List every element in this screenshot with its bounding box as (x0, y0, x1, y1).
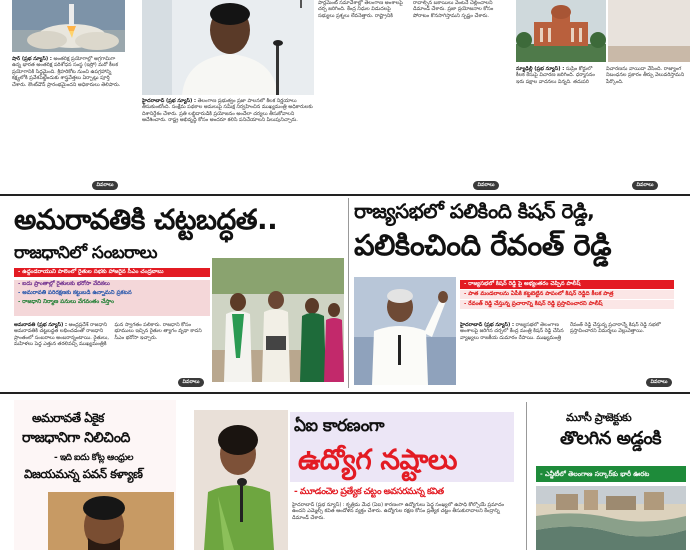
amaravati-body: ఆంధ్రప్రదేశ్‌ రాజధాని అమరావతికి చట్టబద్ధత లభించడంతో రాజధాని ప్రాంతంలో సంబరాలు అంబరాన్నంటాయి. రైతులు, మహిళలు పెద్ద ఎత్తున తరలివచ్చి ముఖ్యమంత్రికి ఘన స్వాగతం పలికారు. రాజధాని కోసం భూములు ఇచ్చిన రైతుల త్యాగం వృథా కాదని సీఎం భరోసా ఇచ్చారు. (14, 322, 202, 348)
amaravati-headline: అమరావతికి చట్టబద్ధత.. (14, 203, 278, 236)
side-thumbnail-photo (608, 0, 690, 62)
ai-sub: - మూడంచెల ప్రత్యేక చట్టం అవసరమన్న కవిత (294, 487, 444, 497)
isro-dateline: షార్‌ (ప్రభ న్యూస్‌) : (12, 56, 52, 62)
rajyasabha-bullet-1: - రాజ్యసభలో కిషన్‌ రెడ్డి పై అభ్యంతరం చెప్పిన పాలీష్‌ (460, 280, 674, 289)
court-body: సుప్రీం కోర్టులో కీలక కేసుపై విచారణ జరిగింది. ధర్మాసనం ఇరు పక్షాల వాదనలు విన్నది. తదుపరి విచారణను వాయిదా వేసింది. రాజ్యాంగ నిబంధనల ప్రకారం తీర్పు వెలువరిస్తామని పేర్కొంది. (516, 66, 685, 85)
amaravati-bullets-box (14, 280, 210, 316)
minister-story (142, 98, 314, 178)
rajyasabha-story (460, 322, 674, 376)
rajyasabha-headline-2: పలికించింది రేవంత్‌ రెడ్డి (354, 228, 612, 262)
rocket-launch-photo (12, 0, 125, 52)
isro-body: అంతరిక్ష ప్రయోగాల్లో అగ్రగామిగా ఉన్న భారత అంతరిక్ష పరిశోధన సంస్థ (ఇస్రో) మరో కీలక ప్రయోగానికి సిద్ధమైంది. శ్రీహరికోట నుంచి ఉపగ్రహాన్ని కక్ష్యలోకి ప్రవేశపెట్టేందుకు శాస్త్రవేత్తలు ఏర్పాట్లు పూర్తి చేశారు. కౌంట్‌డౌన్‌ ప్రారంభమైందని అధికారులు తెలిపారు. (12, 56, 121, 88)
pawan-sub-2: విజయమన్న పవన్‌ కళ్యాణ్‌ (24, 467, 143, 481)
ai-body: హైదరాబాద్‌ (ప్రభ న్యూస్‌) : కృత్రిమ మేధ (ఏఐ) కారణంగా ఉద్యోగులు పెద్ద సంఖ్యలో ఉపాధి కోల్పోయే ప్రమాదం ఉందని ఎమ్మెల్సీ కవిత ఆందోళన వ్యక్తం చేశారు. ఉద్యోగుల రక్షణ కోసం ప్రత్యేక చట్టం తీసుకురావాలని కేంద్రాన్ని డిమాండ్‌ చేశారు. (292, 502, 505, 521)
amaravati-bullet-1: - ఐదు ప్రాంతాల్లో రైతులకు భరోసా వేదికలు (18, 281, 110, 287)
rajyasabha-body: రాజ్యసభలో తెలంగాణ అంశాలపై జరిగిన చర్చలో కేంద్ర మంత్రి కిషన్‌ రెడ్డి చేసిన వ్యాఖ్యలు రాజకీయ దుమారం రేపాయి. ముఖ్యమంత్రి రేవంత్‌ రెడ్డి చేస్తున్న ప్రచారాన్నే కిషన్‌ రెడ్డి సభలో ప్రస్తావించారని విమర్శలు వెల్లువెత్తాయి. (460, 322, 661, 341)
minister-dateline: హైదరాబాద్‌ (ప్రభ న్యూస్‌) : (142, 98, 197, 104)
amaravati-bullet-3: - రాజధాని నిర్మాణ పనులు వేగవంతం చేస్తాం (18, 299, 114, 305)
court-more-button[interactable]: వివరాలు (632, 181, 658, 190)
amaravati-bullet-2: - అమరావతి పరిరక్షణకు కట్టుబడి ఉన్నామని ప్రకటన (18, 290, 132, 296)
pawan-headline: రాజధానిగా నిలిచింది (22, 430, 130, 446)
rajyasabha-bullets-box (460, 280, 674, 318)
rajyasabha-more-button[interactable]: వివరాలు (646, 378, 672, 387)
rajyasabha-bullet-2: - పాత మండలాలను ఏపీకి కట్టబెట్టిన పాపంలో కిషన్‌ రెడ్డిది కీలక పాత్ర (460, 290, 674, 299)
rajyasabha-headline-1: రాజ్యసభలో పలికింది కిషన్‌ రెడ్డి, (354, 199, 595, 223)
kavitha-photo (194, 410, 288, 550)
pawan-kalyan-photo (48, 492, 174, 550)
cm-amaravati-stage-photo (212, 258, 344, 382)
amaravati-more-button[interactable]: వివరాలు (178, 378, 204, 387)
rajyasabha-dateline: హైదరాబాద్‌ (ప్రభ న్యూస్‌) : (460, 322, 515, 328)
musi-headline: తొలగిన అడ్డంకి (560, 428, 662, 449)
minister-portrait-photo (142, 0, 314, 95)
amaravati-story (14, 322, 210, 374)
minister-body: తెలంగాణ ప్రభుత్వం ప్రజా పాలనలో కీలక నిర్ణయాలు తీసుకుంటోంది. సంక్షేమ పథకాల అమలుపై సమీక్ష నిర్వహించిన ముఖ్యమంత్రి అధికారులకు దిశానిర్దేశం చేశారు. ప్రతి లబ్ధిదారుడికి ప్రయోజనం అందేలా చర్యలు తీసుకోవాలని ఆదేశించారు. రాష్ట్ర అభివృద్ధి కోసం అందరూ కలిసి పనిచేయాలని పిలుపునిచ్చారు. (142, 98, 313, 124)
parliament-story (318, 0, 502, 178)
supreme-court-photo (516, 0, 606, 62)
pawan-kicker: అమరావతే ఏకైక (32, 411, 104, 425)
isro-story (12, 56, 125, 178)
ai-headline: ఉద్యోగ నష్టాలు (298, 443, 457, 476)
court-story (516, 66, 690, 178)
ai-story (292, 502, 514, 550)
court-dateline: న్యూఢిల్లీ (ప్రభ న్యూస్‌) : (516, 66, 565, 72)
parliament-body: పార్లమెంట్‌ సమావేశాల్లో తెలంగాణ అంశాలపై చర్చ జరిగింది. కేంద్ర నిధుల విడుదలపై సభ్యులు ప్రశ్నలు లేవనెత్తారు. రాష్ట్రానికి రావాల్సిన బకాయిలు వెంటనే చెల్లించాలని డిమాండ్‌ చేశారు. ప్రజా ప్రయోజనాల కోసం పోరాటం కొనసాగిస్తామని స్పష్టం చేశారు. (318, 0, 494, 19)
musi-river-photo (536, 486, 686, 550)
pawan-sub-1: - ఇది ఐదు కోట్ల ఆంధ్రుల (54, 453, 134, 463)
musi-kicker: మూసీ ప్రాజెక్టుకు (566, 411, 632, 424)
kishan-reddy-photo (354, 277, 456, 385)
musi-band: - ఎన్జీటీలో తెలంగాణ సర్కార్‌కు భారీ ఊరట (536, 466, 686, 482)
rajyasabha-bullet-3: - రేవంత్‌ రెడ్డి చేస్తున్న ప్రచారాన్ని కిషన్‌ రెడ్డి ప్రస్తావించారని పాలీష్‌ (460, 300, 674, 309)
parliament-more-button[interactable]: వివరాలు (473, 181, 499, 190)
amaravati-dateline: అమరావతి (ప్రభ న్యూస్‌) : (14, 322, 68, 328)
amaravati-subhead: రాజధానిలో సంబరాలు (14, 243, 158, 263)
amaravati-lead-band: - ఉద్దండరాయుని పాలెంలో రైతుల సభకు హాజరైన సీఎం చంద్రబాబు (14, 268, 210, 277)
ai-kicker: ఏఐ కారణంగా (294, 416, 385, 436)
isro-more-button[interactable]: వివరాలు (92, 181, 118, 190)
